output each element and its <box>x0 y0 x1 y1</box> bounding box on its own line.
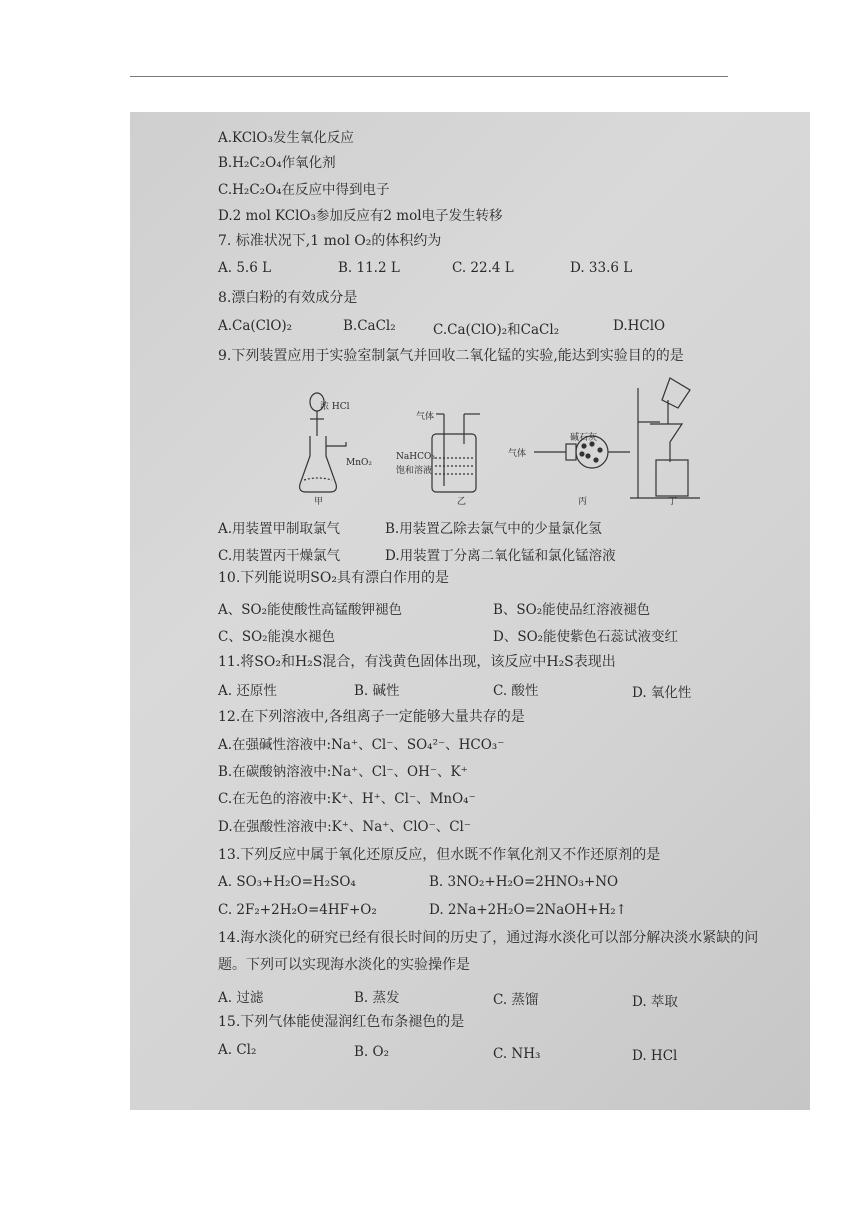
q15-option-b: B. O₂ <box>354 1044 389 1060</box>
bing-caption: 丙 <box>578 497 588 507</box>
q14-option-d: D. 萃取 <box>632 994 678 1010</box>
q9-stem: 9.下列装置应用于实验室制氯气并回收二氧化锰的实验,能达到实验目的的是 <box>218 348 684 364</box>
ding-caption: 丁 <box>668 497 678 507</box>
yi-solution-label-2: 饱和溶液 <box>396 466 433 476</box>
q12-option-a: A.在强碱性溶液中:Na⁺、Cl⁻、SO₄²⁻、HCO₃⁻ <box>218 737 505 753</box>
q12-stem: 12.在下列溶液中,各组离子一定能够大量共存的是 <box>218 709 525 725</box>
q7-option-c: C. 22.4 L <box>452 260 514 276</box>
q14-option-c: C. 蒸馏 <box>493 992 539 1008</box>
q12-option-d: D.在强酸性溶液中:K⁺、Na⁺、ClO⁻、Cl⁻ <box>218 819 471 835</box>
q7-stem: 7. 标准状况下,1 mol O₂的体积约为 <box>218 233 442 249</box>
q10-option-c: C、SO₂能溴水褪色 <box>218 629 336 645</box>
q11-stem: 11.将SO₂和H₂S混合，有浅黄色固体出现，该反应中H₂S表现出 <box>218 654 616 670</box>
q9-option-a: A.用装置甲制取氯气 <box>218 521 341 537</box>
q13-option-c: C. 2F₂+2H₂O=4HF+O₂ <box>218 902 377 918</box>
q8-option-c: C.Ca(ClO)₂和CaCl₂ <box>433 322 560 338</box>
q10-option-b: B、SO₂能使品红溶液褪色 <box>493 602 651 618</box>
apparatus-yi <box>432 414 480 492</box>
bing-lime-label: 碱石灰 <box>570 433 598 443</box>
q9-option-d: D.用装置丁分离二氧化锰和氯化锰溶液 <box>385 548 616 564</box>
q9-option-b: B.用装置乙除去氯气中的少量氯化氢 <box>385 521 602 537</box>
q14-stem-line-1: 14.海水淡化的研究已经有很长时间的历史了，通过海水淡化可以部分解决淡水紧缺的问 <box>218 930 759 946</box>
q15-option-c: C. NH₃ <box>493 1046 541 1062</box>
header-rule <box>130 76 728 77</box>
jia-mno2-label: MnO₂ <box>346 458 372 468</box>
yi-solution-label-1: NaHCO₃ <box>396 452 435 462</box>
q6-option-a: A.KClO₃发生氧化反应 <box>218 130 354 146</box>
q14-option-b: B. 蒸发 <box>354 990 400 1006</box>
q7-option-b: B. 11.2 L <box>338 260 400 276</box>
q8-stem: 8.漂白粉的有效成分是 <box>218 290 358 306</box>
q15-stem: 15.下列气体能使湿润红色布条褪色的是 <box>218 1014 465 1030</box>
q8-option-a: A.Ca(ClO)₂ <box>218 318 293 334</box>
q9-option-c: C.用装置丙干燥氯气 <box>218 548 341 564</box>
q7-option-a: A. 5.6 L <box>218 260 272 276</box>
q8-option-d: D.HClO <box>613 318 666 334</box>
q6-option-b: B.H₂C₂O₄作氧化剂 <box>218 155 336 171</box>
q14-stem-line-2: 题。下列可以实现海水淡化的实验操作是 <box>218 957 470 973</box>
q15-option-d: D. HCl <box>632 1048 678 1064</box>
q11-option-c: C. 酸性 <box>493 683 539 699</box>
q13-option-b: B. 3NO₂+H₂O=2HNO₃+NO <box>429 874 619 890</box>
scanned-page-photo <box>130 112 810 1110</box>
jia-caption: 甲 <box>314 497 324 507</box>
q7-option-d: D. 33.6 L <box>570 260 633 276</box>
yi-caption: 乙 <box>457 497 467 507</box>
q10-stem: 10.下列能说明SO₂具有漂白作用的是 <box>218 570 449 586</box>
q10-option-d: D、SO₂能使紫色石蕊试液变红 <box>493 629 679 645</box>
q14-option-a: A. 过滤 <box>218 990 264 1006</box>
bing-gas-label: 气体 <box>508 449 527 459</box>
q10-option-a: A、SO₂能使酸性高锰酸钾褪色 <box>218 602 402 618</box>
q11-option-a: A. 还原性 <box>218 683 277 699</box>
q13-option-a: A. SO₃+H₂O=H₂SO₄ <box>218 874 356 890</box>
yi-gas-label: 气体 <box>416 412 435 422</box>
apparatus-ding <box>630 378 700 498</box>
q6-option-d: D.2 mol KClO₃参加反应有2 mol电子发生转移 <box>218 208 503 224</box>
q13-stem: 13.下列反应中属于氧化还原反应，但水既不作氧化剂又不作还原剂的是 <box>218 847 661 863</box>
q15-option-a: A. Cl₂ <box>218 1042 257 1058</box>
apparatus-figure <box>280 374 710 504</box>
q11-option-d: D. 氧化性 <box>632 685 692 701</box>
q13-option-d: D. 2Na+2H₂O=2NaOH+H₂↑ <box>429 902 627 918</box>
q8-option-b: B.CaCl₂ <box>343 318 396 334</box>
q12-option-c: C.在无色的溶液中:K⁺、H⁺、Cl⁻、MnO₄⁻ <box>218 791 476 807</box>
q12-option-b: B.在碳酸钠溶液中:Na⁺、Cl⁻、OH⁻、K⁺ <box>218 764 468 780</box>
q6-option-c: C.H₂C₂O₄在反应中得到电子 <box>218 182 390 198</box>
q11-option-b: B. 碱性 <box>354 683 400 699</box>
jia-hcl-label: 浓 HCl <box>320 402 350 412</box>
